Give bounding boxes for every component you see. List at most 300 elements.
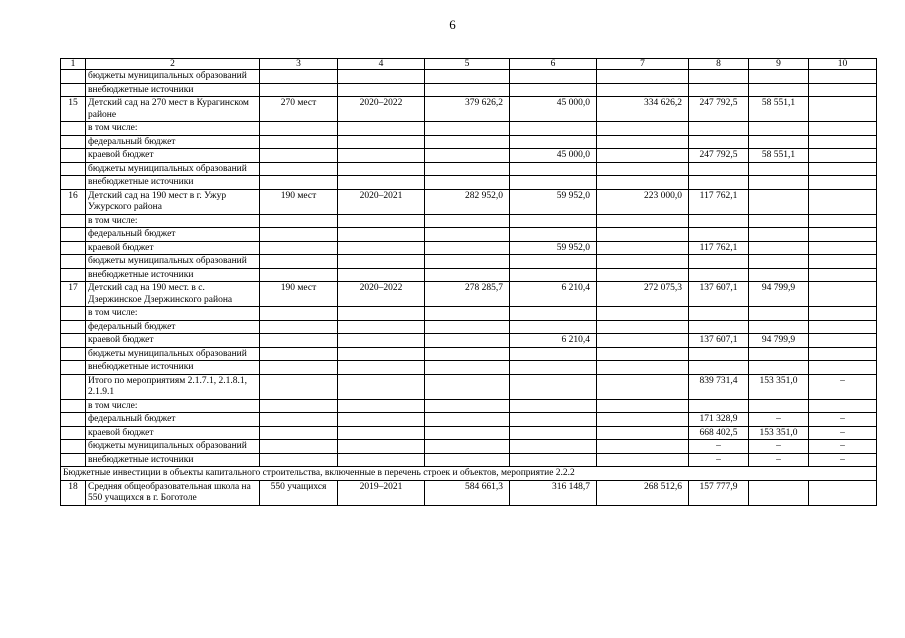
value-cell-6 <box>510 399 597 413</box>
period-cell <box>338 70 425 84</box>
capacity-cell <box>260 453 338 467</box>
period-cell: 2020–2022 <box>338 282 425 307</box>
funding-source-cell: краевой бюджет <box>86 334 260 348</box>
value-cell-10 <box>809 189 877 214</box>
funding-source-cell: в том числе: <box>86 214 260 228</box>
value-cell-5 <box>425 347 510 361</box>
row-number-cell <box>61 320 86 334</box>
period-cell: 2020–2021 <box>338 189 425 214</box>
value-cell-10 <box>809 135 877 149</box>
value-cell-7 <box>597 122 689 136</box>
value-cell-10 <box>809 334 877 348</box>
value-cell-6 <box>510 453 597 467</box>
row-number-cell: 18 <box>61 480 86 505</box>
value-cell-6 <box>510 320 597 334</box>
period-cell <box>338 361 425 375</box>
capacity-cell <box>260 399 338 413</box>
row-number-cell <box>61 453 86 467</box>
header-cell: 1 <box>61 59 86 70</box>
object-row <box>61 480 877 505</box>
value-cell-9 <box>749 255 809 269</box>
value-cell-9 <box>749 83 809 97</box>
row-number-cell: 15 <box>61 97 86 122</box>
row-number-cell <box>61 241 86 255</box>
capacity-cell <box>260 307 338 321</box>
value-cell-8: 171 328,9 <box>689 413 749 427</box>
period-cell: 2020–2022 <box>338 97 425 122</box>
capacity-cell <box>260 334 338 348</box>
row-number-cell <box>61 83 86 97</box>
value-cell-6 <box>510 268 597 282</box>
value-cell-8 <box>689 214 749 228</box>
value-cell-7 <box>597 413 689 427</box>
value-cell-7 <box>597 214 689 228</box>
value-cell-8: 839 731,4 <box>689 374 749 399</box>
value-cell-9: 94 799,9 <box>749 282 809 307</box>
value-cell-10 <box>809 255 877 269</box>
header-cell: 8 <box>689 59 749 70</box>
object-name-cell: Средняя общеобразовательная школа на 550 учащихся в г. Боготоле <box>86 480 260 505</box>
value-cell-7 <box>597 334 689 348</box>
value-cell-5 <box>425 361 510 375</box>
value-cell-7: 272 075,3 <box>597 282 689 307</box>
object-name-cell: Детский сад на 190 мест в г. Ужур Ужурского района <box>86 189 260 214</box>
value-cell-10: – <box>809 374 877 399</box>
value-cell-10: – <box>809 453 877 467</box>
period-cell <box>338 149 425 163</box>
funding-source-cell: краевой бюджет <box>86 241 260 255</box>
header-cell: 10 <box>809 59 877 70</box>
funding-source-cell: в том числе: <box>86 307 260 321</box>
value-cell-5 <box>425 135 510 149</box>
value-cell-10 <box>809 70 877 84</box>
period-cell <box>338 214 425 228</box>
value-cell-5: 282 952,0 <box>425 189 510 214</box>
table-row <box>61 307 877 321</box>
value-cell-8: 137 607,1 <box>689 282 749 307</box>
row-number-cell <box>61 176 86 190</box>
value-cell-9: – <box>749 453 809 467</box>
value-cell-10 <box>809 241 877 255</box>
value-cell-6 <box>510 122 597 136</box>
capacity-cell <box>260 320 338 334</box>
value-cell-5 <box>425 176 510 190</box>
value-cell-9: – <box>749 440 809 454</box>
table-row <box>61 122 877 136</box>
row-number-cell <box>61 413 86 427</box>
row-number-cell <box>61 70 86 84</box>
row-number-cell <box>61 334 86 348</box>
capacity-cell: 270 мест <box>260 97 338 122</box>
value-cell-7 <box>597 399 689 413</box>
capacity-cell <box>260 374 338 399</box>
section-title-cell: Бюджетные инвестиции в объекты капитального строительства, включенные в перечень строек и объектов, мероприятие 2.2.2 <box>61 467 877 481</box>
value-cell-8 <box>689 83 749 97</box>
value-cell-5 <box>425 255 510 269</box>
value-cell-8 <box>689 176 749 190</box>
row-number-cell: 17 <box>61 282 86 307</box>
value-cell-8: – <box>689 440 749 454</box>
value-cell-10: – <box>809 413 877 427</box>
table-row <box>61 440 877 454</box>
budget-table <box>60 58 877 506</box>
capacity-cell <box>260 426 338 440</box>
value-cell-10 <box>809 347 877 361</box>
period-cell: 2019–2021 <box>338 480 425 505</box>
value-cell-6 <box>510 176 597 190</box>
value-cell-6 <box>510 162 597 176</box>
value-cell-7 <box>597 83 689 97</box>
capacity-cell: 190 мест <box>260 189 338 214</box>
row-number-cell <box>61 214 86 228</box>
period-cell <box>338 268 425 282</box>
row-number-cell <box>61 361 86 375</box>
row-number-cell <box>61 374 86 399</box>
value-cell-7 <box>597 307 689 321</box>
value-cell-10 <box>809 97 877 122</box>
value-cell-7 <box>597 228 689 242</box>
value-cell-6 <box>510 70 597 84</box>
period-cell <box>338 241 425 255</box>
funding-source-cell: федеральный бюджет <box>86 228 260 242</box>
value-cell-10 <box>809 214 877 228</box>
row-number-cell: 16 <box>61 189 86 214</box>
value-cell-9: 58 551,1 <box>749 97 809 122</box>
capacity-cell: 550 учащихся <box>260 480 338 505</box>
row-number-cell <box>61 307 86 321</box>
value-cell-6 <box>510 255 597 269</box>
value-cell-10 <box>809 122 877 136</box>
value-cell-10 <box>809 83 877 97</box>
value-cell-7 <box>597 440 689 454</box>
row-number-cell <box>61 268 86 282</box>
value-cell-9 <box>749 176 809 190</box>
value-cell-7 <box>597 347 689 361</box>
value-cell-10 <box>809 162 877 176</box>
period-cell <box>338 347 425 361</box>
value-cell-8 <box>689 307 749 321</box>
value-cell-6 <box>510 214 597 228</box>
capacity-cell <box>260 122 338 136</box>
funding-source-cell: бюджеты муниципальных образований <box>86 255 260 269</box>
value-cell-9 <box>749 307 809 321</box>
value-cell-8: 117 762,1 <box>689 241 749 255</box>
capacity-cell <box>260 176 338 190</box>
value-cell-10 <box>809 282 877 307</box>
period-cell <box>338 135 425 149</box>
value-cell-7: 268 512,6 <box>597 480 689 505</box>
page-number: 6 <box>449 17 456 32</box>
funding-source-cell: внебюджетные источники <box>86 453 260 467</box>
value-cell-7 <box>597 361 689 375</box>
value-cell-8 <box>689 135 749 149</box>
row-number-cell <box>61 149 86 163</box>
period-cell <box>338 307 425 321</box>
value-cell-9 <box>749 399 809 413</box>
value-cell-6: 45 000,0 <box>510 149 597 163</box>
value-cell-8: – <box>689 453 749 467</box>
funding-source-cell: федеральный бюджет <box>86 135 260 149</box>
row-number-cell <box>61 347 86 361</box>
header-cell: 5 <box>425 59 510 70</box>
value-cell-6 <box>510 307 597 321</box>
row-number-cell <box>61 399 86 413</box>
value-cell-5 <box>425 162 510 176</box>
value-cell-5 <box>425 440 510 454</box>
table-row <box>61 149 877 163</box>
object-row <box>61 189 877 214</box>
value-cell-6 <box>510 426 597 440</box>
funding-source-cell: бюджеты муниципальных образований <box>86 440 260 454</box>
period-cell <box>338 162 425 176</box>
value-cell-5 <box>425 307 510 321</box>
value-cell-10 <box>809 361 877 375</box>
value-cell-10 <box>809 176 877 190</box>
value-cell-8 <box>689 268 749 282</box>
value-cell-7: 223 000,0 <box>597 189 689 214</box>
value-cell-6: 316 148,7 <box>510 480 597 505</box>
value-cell-7 <box>597 374 689 399</box>
value-cell-9 <box>749 70 809 84</box>
value-cell-5 <box>425 374 510 399</box>
value-cell-9 <box>749 347 809 361</box>
capacity-cell <box>260 440 338 454</box>
value-cell-8: 668 402,5 <box>689 426 749 440</box>
table-row <box>61 176 877 190</box>
row-number-cell <box>61 162 86 176</box>
row-number-cell <box>61 122 86 136</box>
funding-source-cell: краевой бюджет <box>86 149 260 163</box>
value-cell-9 <box>749 361 809 375</box>
period-cell <box>338 320 425 334</box>
row-number-cell <box>61 426 86 440</box>
value-cell-6 <box>510 374 597 399</box>
value-cell-10: – <box>809 426 877 440</box>
section-row <box>61 467 877 481</box>
value-cell-9: 94 799,9 <box>749 334 809 348</box>
capacity-cell <box>260 135 338 149</box>
table-row <box>61 241 877 255</box>
period-cell <box>338 413 425 427</box>
period-cell <box>338 334 425 348</box>
value-cell-10 <box>809 149 877 163</box>
object-row <box>61 282 877 307</box>
value-cell-9 <box>749 214 809 228</box>
funding-source-cell: в том числе: <box>86 122 260 136</box>
value-cell-7 <box>597 453 689 467</box>
object-name-cell: Детский сад на 270 мест в Курагинском районе <box>86 97 260 122</box>
period-cell <box>338 255 425 269</box>
capacity-cell: 190 мест <box>260 282 338 307</box>
value-cell-6: 6 210,4 <box>510 282 597 307</box>
value-cell-10 <box>809 320 877 334</box>
value-cell-7 <box>597 149 689 163</box>
funding-source-cell: внебюджетные источники <box>86 268 260 282</box>
header-cell: 4 <box>338 59 425 70</box>
value-cell-5 <box>425 241 510 255</box>
value-cell-5 <box>425 70 510 84</box>
capacity-cell <box>260 268 338 282</box>
object-name-cell: Детский сад на 190 мест. в с. Дзержинское Дзержинского района <box>86 282 260 307</box>
value-cell-8 <box>689 228 749 242</box>
value-cell-6 <box>510 440 597 454</box>
value-cell-5 <box>425 426 510 440</box>
table-row <box>61 320 877 334</box>
value-cell-9 <box>749 162 809 176</box>
value-cell-8 <box>689 255 749 269</box>
value-cell-8 <box>689 122 749 136</box>
value-cell-5 <box>425 83 510 97</box>
value-cell-7 <box>597 70 689 84</box>
table-row <box>61 228 877 242</box>
row-number-cell <box>61 440 86 454</box>
funding-source-cell: внебюджетные источники <box>86 83 260 97</box>
value-cell-8 <box>689 361 749 375</box>
row-number-cell <box>61 255 86 269</box>
value-cell-10 <box>809 228 877 242</box>
capacity-cell <box>260 413 338 427</box>
funding-source-cell: бюджеты муниципальных образований <box>86 162 260 176</box>
value-cell-5 <box>425 149 510 163</box>
value-cell-6: 45 000,0 <box>510 97 597 122</box>
capacity-cell <box>260 162 338 176</box>
value-cell-8: 247 792,5 <box>689 97 749 122</box>
value-cell-9 <box>749 122 809 136</box>
period-cell <box>338 228 425 242</box>
value-cell-5 <box>425 413 510 427</box>
value-cell-9 <box>749 480 809 505</box>
table-row <box>61 413 877 427</box>
value-cell-5 <box>425 228 510 242</box>
table-row <box>61 453 877 467</box>
header-cell: 7 <box>597 59 689 70</box>
value-cell-5 <box>425 320 510 334</box>
value-cell-6: 59 952,0 <box>510 189 597 214</box>
header-cell: 6 <box>510 59 597 70</box>
capacity-cell <box>260 255 338 269</box>
table-row <box>61 214 877 228</box>
value-cell-10 <box>809 268 877 282</box>
value-cell-5 <box>425 334 510 348</box>
funding-source-cell: внебюджетные источники <box>86 176 260 190</box>
value-cell-6 <box>510 135 597 149</box>
table-row <box>61 135 877 149</box>
value-cell-9: 153 351,0 <box>749 374 809 399</box>
value-cell-9 <box>749 241 809 255</box>
period-cell <box>338 83 425 97</box>
value-cell-6: 6 210,4 <box>510 334 597 348</box>
period-cell <box>338 176 425 190</box>
value-cell-7 <box>597 162 689 176</box>
table-row <box>61 83 877 97</box>
period-cell <box>338 426 425 440</box>
value-cell-7 <box>597 426 689 440</box>
value-cell-9: 58 551,1 <box>749 149 809 163</box>
value-cell-6 <box>510 361 597 375</box>
value-cell-7 <box>597 268 689 282</box>
funding-source-cell: бюджеты муниципальных образований <box>86 70 260 84</box>
period-cell <box>338 374 425 399</box>
value-cell-9 <box>749 320 809 334</box>
capacity-cell <box>260 241 338 255</box>
table-row <box>61 162 877 176</box>
row-number-cell <box>61 135 86 149</box>
capacity-cell <box>260 361 338 375</box>
value-cell-5: 278 285,7 <box>425 282 510 307</box>
value-cell-8: 137 607,1 <box>689 334 749 348</box>
value-cell-8: 157 777,9 <box>689 480 749 505</box>
funding-source-cell: в том числе: <box>86 399 260 413</box>
funding-source-cell: краевой бюджет <box>86 426 260 440</box>
table-row <box>61 334 877 348</box>
value-cell-7: 334 626,2 <box>597 97 689 122</box>
value-cell-5 <box>425 453 510 467</box>
funding-source-cell: Итого по мероприятиям 2.1.7.1, 2.1.8.1, 2.1.9.1 <box>86 374 260 399</box>
header-row <box>61 59 877 70</box>
value-cell-7 <box>597 320 689 334</box>
value-cell-5: 379 626,2 <box>425 97 510 122</box>
value-cell-9: – <box>749 413 809 427</box>
header-cell: 9 <box>749 59 809 70</box>
capacity-cell <box>260 149 338 163</box>
funding-source-cell: бюджеты муниципальных образований <box>86 347 260 361</box>
table-row <box>61 70 877 84</box>
capacity-cell <box>260 70 338 84</box>
value-cell-9 <box>749 135 809 149</box>
value-cell-9 <box>749 189 809 214</box>
value-cell-7 <box>597 135 689 149</box>
value-cell-5 <box>425 399 510 413</box>
value-cell-8 <box>689 399 749 413</box>
value-cell-8: 117 762,1 <box>689 189 749 214</box>
value-cell-8 <box>689 162 749 176</box>
funding-source-cell: федеральный бюджет <box>86 413 260 427</box>
value-cell-6 <box>510 228 597 242</box>
value-cell-5 <box>425 268 510 282</box>
value-cell-10 <box>809 480 877 505</box>
table-row <box>61 399 877 413</box>
value-cell-8 <box>689 347 749 361</box>
header-cell: 3 <box>260 59 338 70</box>
object-row <box>61 97 877 122</box>
period-cell <box>338 399 425 413</box>
period-cell <box>338 453 425 467</box>
table-row <box>61 426 877 440</box>
value-cell-5: 584 661,3 <box>425 480 510 505</box>
value-cell-9 <box>749 228 809 242</box>
value-cell-8 <box>689 320 749 334</box>
value-cell-6 <box>510 83 597 97</box>
table-row <box>61 361 877 375</box>
table-row <box>61 255 877 269</box>
table-row <box>61 268 877 282</box>
value-cell-7 <box>597 241 689 255</box>
value-cell-6: 59 952,0 <box>510 241 597 255</box>
value-cell-5 <box>425 214 510 228</box>
capacity-cell <box>260 228 338 242</box>
value-cell-6 <box>510 413 597 427</box>
value-cell-9: 153 351,0 <box>749 426 809 440</box>
value-cell-7 <box>597 255 689 269</box>
value-cell-8: 247 792,5 <box>689 149 749 163</box>
capacity-cell <box>260 83 338 97</box>
value-cell-10 <box>809 307 877 321</box>
value-cell-9 <box>749 268 809 282</box>
capacity-cell <box>260 347 338 361</box>
funding-source-cell: федеральный бюджет <box>86 320 260 334</box>
value-cell-8 <box>689 70 749 84</box>
capacity-cell <box>260 214 338 228</box>
